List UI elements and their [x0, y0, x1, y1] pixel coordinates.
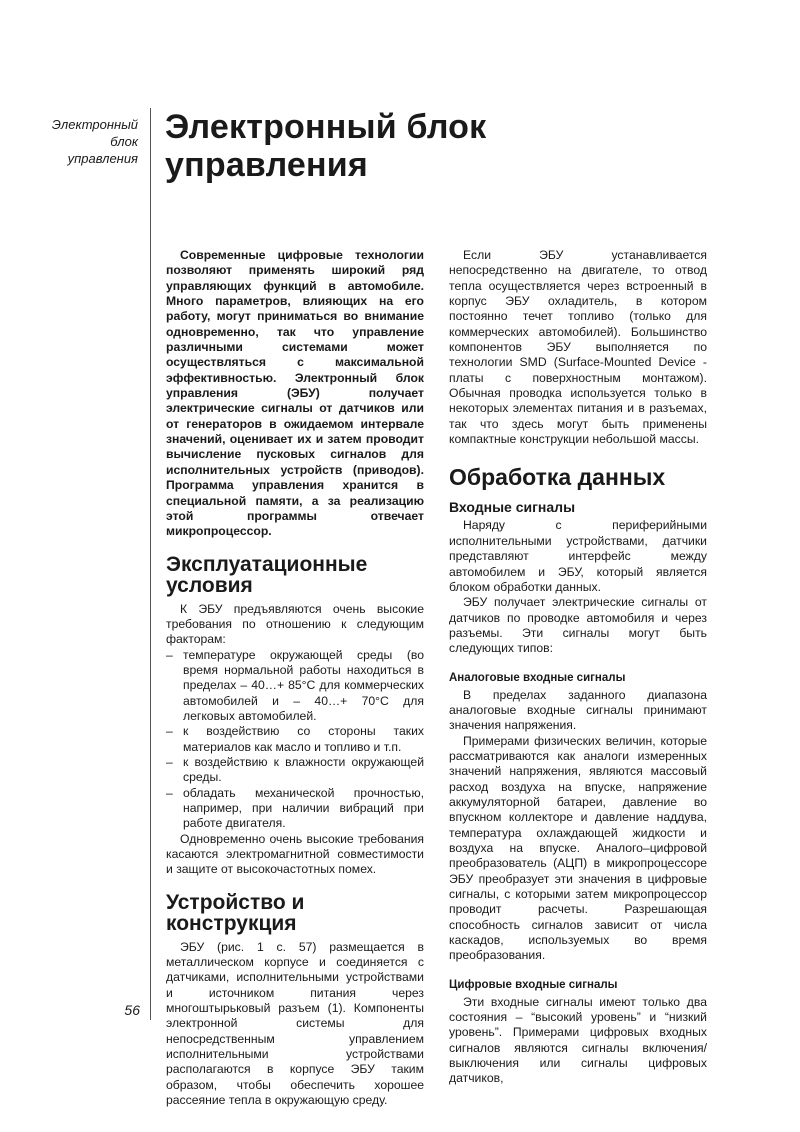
list-item: – к воздействию со стороны таких материалов как масло и топливо и т.п. [166, 724, 424, 755]
subheading-analog-signals: Аналоговые входные сигналы [449, 671, 626, 684]
page-title [165, 108, 486, 184]
right-column [449, 248, 707, 1087]
heading-line: конструкция [166, 911, 297, 935]
paragraph: Примерами физических величин, которые рассматриваются как аналоги измеренных значений напряжения, являются массовый расход воздуха на впуске, напряжение аккумуляторной батареи, давление во впускном коллекторе и давление наддува, температура охлаждающей жидкости и воздуха на впуске. Аналого–цифровой преобразователь (АЦП) в микропроцессоре ЭБУ преобразует эти значения в цифровые сигналы, с которыми затем микропроцессор проводит расчеты. Разрешающая способность сигналов зависит от числа каскадов, используемых во время преобразования. [449, 733, 707, 963]
paragraph: К ЭБУ предъявляются очень высокие требования по отношению к следующим факторам: [166, 601, 424, 647]
list-item: – к воздействию к влажности окружающей среды. [166, 755, 424, 786]
running-header-line: блок [110, 134, 138, 149]
page-number: 56 [124, 1002, 140, 1018]
running-header [40, 116, 138, 167]
intro-paragraph: Современные цифровые технологии позволяют применять широкий ряд управляющих функций в автомобиле. Много параметров, влияющих на его работу, могут приниматься во внимание одновременно, так что управление различными системами может осуществляться с максимальной эффективностью. Электронный блок управления (ЭБУ) получает электрические сигналы от датчиков или от генераторов в ожидаемом интервале значений, оценивает их и затем проводит вычисление пусковых сигналов для исполнительных устройств (приводов). Программа управления хранится в специальной памяти, а за реализацию этой программы отвечает микропроцессор. [166, 248, 424, 539]
subheading-input-signals: Входные сигналы [449, 499, 576, 516]
running-header-line: управления [67, 151, 138, 166]
page-title-line1: Электронный блок [165, 108, 487, 146]
heading-line: Эксплуатационные [166, 552, 368, 576]
paragraph: В пределах заданного диапазона аналоговые входные сигналы принимают значения напряжения. [449, 687, 707, 733]
paragraph: Если ЭБУ устанавливается непосредственно на двигателе, то отвод тепла осуществляется через встроенный в корпус ЭБУ охладитель, в котором постоянно течет топливо (только для коммерческих автомобилей). Большинство компонентов ЭБУ выполняется по технологии SMD (Surface-Mounted Device - платы с поверхностным монтажом). Обычная проводка используется только в некоторых элементах питания и в разъемах, так что здесь могут быть применены компактные конструкции небольшой массы. [449, 248, 707, 447]
paragraph: ЭБУ (рис. 1 с. 57) размещается в металлическом корпусе и соединяется с датчиками, исполнительными устройствами и источником питания через многоштырьковый разъем (1). Компоненты электронной системы для непосредственным управлением исполнительными устройствами располагаются в корпусе ЭБУ таким образом, чтобы обеспечить хорошее рассеяние тепла в окружающую среду. [166, 939, 424, 1108]
section-heading-design [166, 892, 424, 934]
list-item: – температуре окружающей среды (во время нормальной работы находиться в пределах – 40…+ 85°C для коммерческих автомобилей и – 40…+ 70°C для легковых автомобилей. [166, 648, 424, 725]
page-title-line2: управления [165, 146, 368, 184]
heading-line: условия [166, 573, 253, 597]
subheading-digital-signals: Цифровые входные сигналы [449, 978, 618, 991]
paragraph: Эти входные сигналы имеют только два состояния – “высокий уровень” и “низкий уровень”. Примерами цифровых входных сигналов являются сигналы включения/выключения или сигналы цифровых датчиков, [449, 994, 707, 1086]
heading-line: Устройство и [166, 890, 305, 914]
paragraph: ЭБУ получает электрические сигналы от датчиков по проводке автомобиля и через разъемы. Эти сигналы могут быть следующих типов: [449, 595, 707, 656]
list-item: – обладать механической прочностью, например, при наличии вибраций при работе двигателя. [166, 786, 424, 832]
left-column [166, 248, 424, 1109]
vertical-rule [150, 108, 151, 1020]
paragraph: Наряду с периферийными исполнительными устройствами, датчики представляют интерфейс между автомобилем и ЭБУ, который является блоком обработки данных. [449, 518, 707, 594]
running-header-line: Электронный [51, 117, 138, 132]
section-heading-data-processing: Обработка данных [449, 464, 666, 491]
requirements-list [166, 648, 424, 832]
section-heading-operating-conditions [166, 554, 424, 596]
paragraph: Одновременно очень высокие требования касаются электромагнитной совместимости и защите от высокочастотных помех. [166, 831, 424, 877]
